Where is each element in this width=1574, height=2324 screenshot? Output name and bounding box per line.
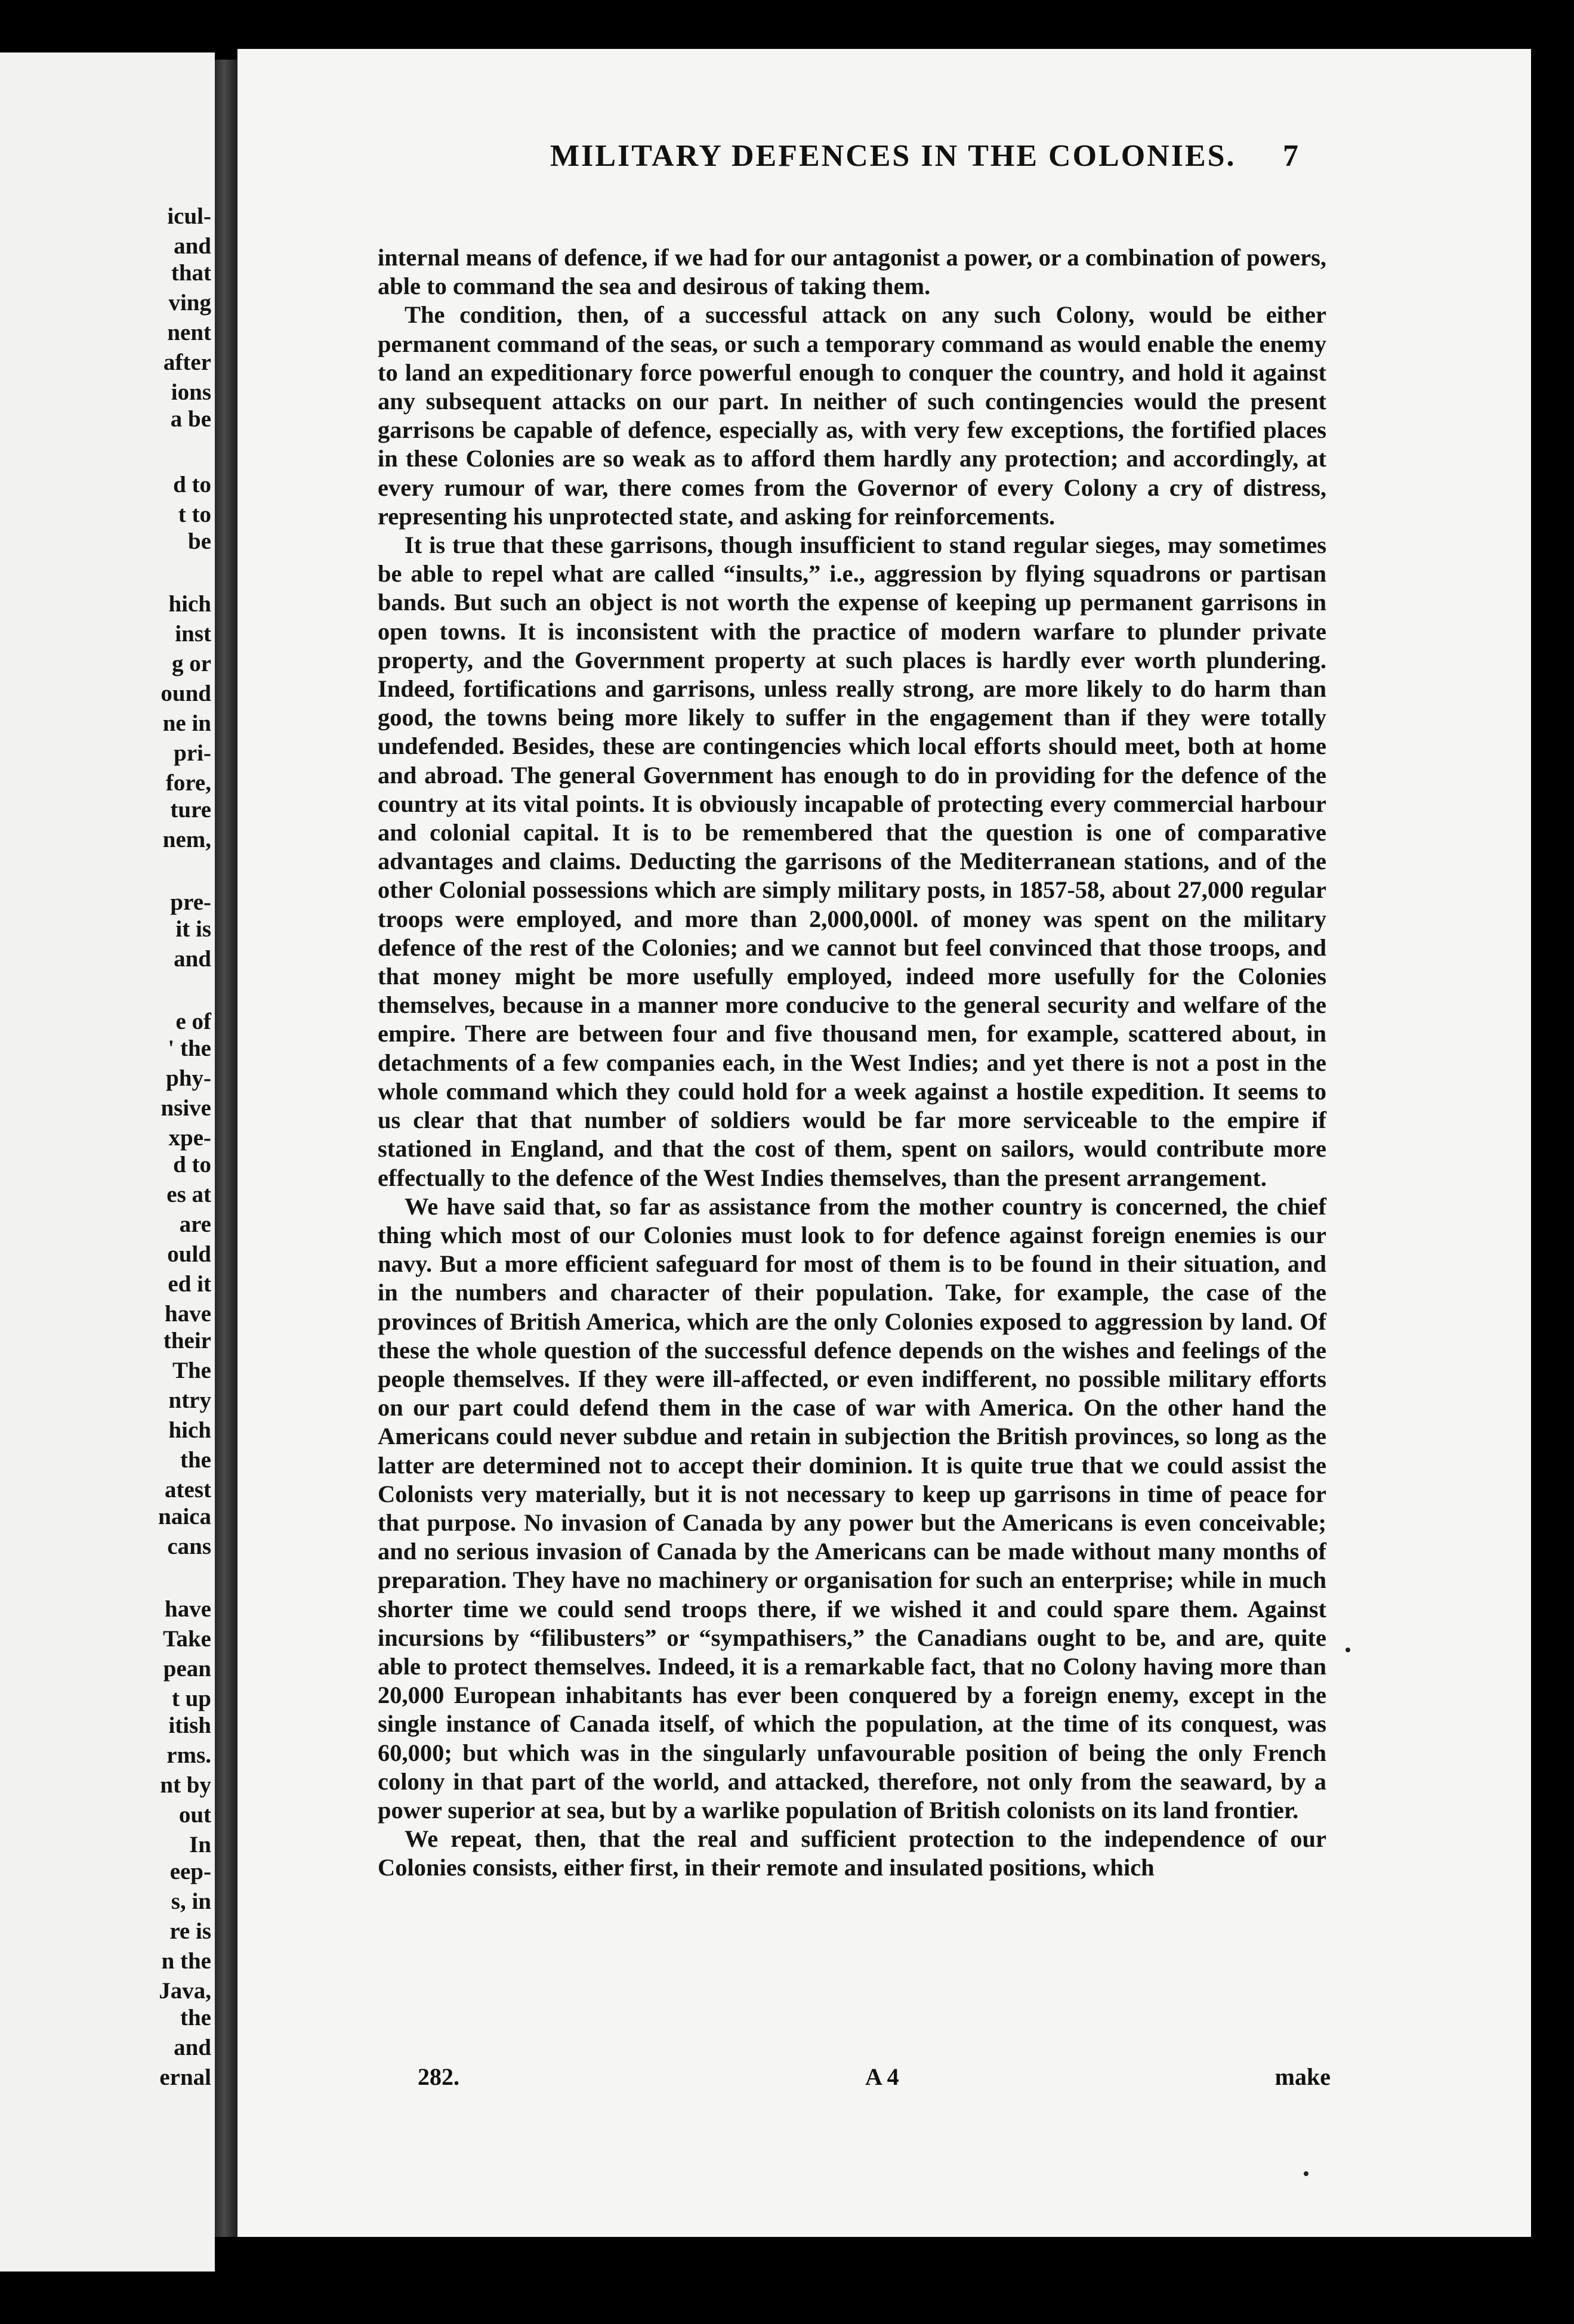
left-page-fragment-line: ould (167, 1241, 211, 1267)
left-page-fragment-line: and (174, 233, 211, 259)
left-page-fragment-line: e of (175, 1009, 211, 1034)
left-page-fragment-line: rms. (166, 1742, 211, 1768)
left-page-fragment-line: ions (171, 379, 211, 405)
left-page-fragment-line: and (174, 946, 211, 972)
left-page-fragment-line: nent (167, 320, 211, 345)
left-page-fragment-line: s, in (171, 1889, 211, 1914)
left-page-fragment-line: es at (166, 1182, 211, 1207)
left-page-fragment-line: eep- (169, 1859, 211, 1884)
left-page-fragment-line: re is (169, 1918, 211, 1944)
left-page-fragment-line: t to (178, 502, 211, 527)
left-page-fragment-line: naica (158, 1504, 211, 1529)
left-page-fragment-line: ' the (168, 1036, 211, 1061)
left-page-fragment-line: the (180, 1447, 211, 1473)
ink-speck (1345, 1648, 1350, 1652)
left-page-fragment-line: cans (167, 1534, 211, 1559)
issue-number: 282. (418, 2063, 459, 2090)
left-page-fragment-line: nsive (161, 1095, 211, 1121)
left-page-fragment-line: ernal (159, 2065, 211, 2090)
page-footer (418, 2063, 1331, 2099)
left-page-fragment-line: itish (168, 1713, 211, 1738)
left-page-fragment-line: Java, (159, 1978, 211, 2004)
left-page-fragment-line: out (178, 1802, 211, 1828)
left-page-fragment-line: have (165, 1301, 211, 1327)
left-page-fragment-line: pre- (170, 889, 211, 915)
ink-speck (1304, 2171, 1308, 2176)
left-page-fragment-line: n the (161, 1948, 211, 1974)
left-page-fragment-line: d to (173, 1152, 211, 1178)
left-page-fragment-line: inst (175, 621, 211, 647)
left-page-fragment-line: ne in (162, 710, 211, 736)
left-page-fragment-line: and (174, 2035, 211, 2060)
left-page-fragment-line: pean (163, 1656, 211, 1682)
left-page-fragment-line: xpe- (168, 1125, 211, 1151)
body-text (378, 243, 1326, 1883)
catchword: make (1274, 2063, 1331, 2090)
left-page-fragment-line: hich (168, 1417, 211, 1443)
left-page-fragment-line: the (180, 2005, 211, 2031)
left-page-fragment-line: nem, (162, 827, 211, 852)
left-page-fragment-line: ture (170, 797, 211, 823)
paragraph: The condition, then, of a successful attack on any such Colony, would be either permanent command of the seas, or such a temporary command as would enable the enemy to land an expeditionary force powerful enough to conquer the country, and hold it against any subsequent attacks on our part. In neither of such contingencies would the present garrisons be capable of defence, especially as, with very few exceptions, the fortified places in these Colonies are so weak as to afford them hardly any protection; and accordingly, at every rumour of war, there comes from the Governor of every Colony a cry of distress, representing his unprotected state, and asking for reinforcements. (378, 301, 1326, 530)
paragraph: We have said that, so far as assistance from the mother country is concerned, the chief thing which most of our Colonies must look to for defence against foreign enemies is our navy. But a more efficient safeguard for most of them is to be found in their situation, and in the numbers and character of their population. Take, for example, the case of the provinces of British America, which are the only Colonies exposed to aggression by land. Of these the whole question of the successful defence depends on the wishes and feelings of the people themselves. If they were ill-affected, or even indifferent, no possible military efforts on our part could defend them in the case of war with America. On the other hand the Americans could never subdue and retain in subjection the British provinces, so long as the latter are determined not to accept their dominion. It is quite true that we could assist the Colonists very materially, but it is not necessary to keep up garrisons in time of peace for that purpose. No invasion of Canada by any power but the Americans is even conceivable; and no serious invasion of Canada by the Americans can be made without many months of preparation. They have no machinery or organisation for such an enterprise; while in much shorter time we could send troops there, if we wished it and could spare them. Against incursions by “filibusters” or “sympathisers,” the Canadians ought to be, and are, quite able to protect themselves. Indeed, it is a remarkable fact, that no Colony having more than 20,000 European inhabitants has ever been conquered by a foreign enemy, except in the single instance of Canada itself, of which the population, at the time of its conquest, was 60,000; but which was in the singularly unfavourable position of being the only French colony in that part of the world, and attacked, therefore, not only from the seaward, by a power superior at sea, but by a warlike population of British colonists on its land frontier. (378, 1192, 1326, 1824)
left-page-fragment-line: be (188, 529, 211, 554)
running-title: MILITARY DEFENCES IN THE COLONIES. (550, 139, 1236, 173)
left-page-fragment-line: after (163, 350, 211, 375)
left-page-fragment-line: Take (163, 1626, 211, 1652)
left-page-fragment (0, 52, 215, 2272)
left-page-fragment-line: have (165, 1596, 211, 1622)
left-page-fragment-line: it is (175, 916, 211, 942)
left-page-fragment-line: icul- (167, 203, 211, 229)
left-page-fragment-line: phy- (166, 1065, 211, 1091)
left-page-fragment-line: atest (165, 1477, 211, 1503)
left-page-fragment-line: hich (168, 591, 211, 617)
left-page-fragment-line: that (171, 260, 211, 286)
left-page-fragment-line: are (179, 1212, 211, 1237)
paragraph: We repeat, then, that the real and sufficient protection to the independence of our Colonies consists, either first, in their remote and insulated positions, which (378, 1825, 1326, 1881)
left-page-fragment-line: ound (161, 681, 211, 706)
printer-signature: A 4 (865, 2063, 899, 2090)
left-page-fragment-line: their (163, 1328, 211, 1353)
left-page-fragment-line: g or (171, 651, 211, 676)
left-page-fragment-line: fore, (165, 770, 211, 796)
paragraph: It is true that these garrisons, though insufficient to stand regular sieges, may sometimes be able to repel what are called “insults,” i.e., aggression by flying squadrons or partisan bands. But such an object is not worth the expense of keeping up permanent garrisons in open towns. It is inconsistent with the practice of modern warfare to plunder private property, and the Government property at such places is hardly ever worth plundering. Indeed, fortifications and garrisons, unless really strong, are more likely to do harm than good, the towns being more likely to suffer in the engagement than if they were totally undefended. Besides, these are contingencies which local efforts should meet, both at home and abroad. The general Government has enough to do in providing for the defence of the country at its vital points. It is obviously incapable of protecting every commercial harbour and colonial capital. It is to be remembered that the question is one of comparative advantages and claims. Deducting the garrisons of the Mediterranean stations, and of the other Colonial possessions which are simply military posts, in 1857-58, about 27,000 regular troops were employed, and more than 2,000,000l. of money was spent on the military defence of the rest of the Colonies; and we cannot but feel convinced that those troops, and that money might be more usefully employed, indeed more usefully for the Colonies themselves, because in a manner more conducive to the general security and welfare of the empire. There are between four and five thousand men, for example, scattered about, in detachments of a few companies each, in the West Indies; and yet there is not a post in the whole command which they could hold for a week against a hostile expedition. It seems to us clear that that number of soldiers would be far more serviceable to the empire if stationed in England, and that the cost of them, spent on sailors, would contribute more effectually to the defence of the West Indies themselves, than the present arrangement. (378, 531, 1326, 1191)
left-page-fragment-line: ed it (168, 1271, 211, 1297)
left-page-fragment-line: a be (170, 406, 211, 432)
paragraph: internal means of defence, if we had for our antagonist a power, or a combination of powers, able to command the sea and desirous of taking them. (378, 244, 1326, 300)
left-page-fragment-line: ving (168, 290, 211, 316)
left-page-fragment-line: d to (173, 472, 211, 497)
left-page-fragment-line: ntry (168, 1387, 211, 1413)
left-page-fragment-line: nt by (160, 1772, 211, 1798)
page-number: 7 (1283, 139, 1300, 173)
left-page-fragment-line: pri- (174, 740, 211, 766)
book-gutter (215, 60, 239, 2237)
left-page-fragment-line: In (189, 1832, 211, 1858)
left-page-fragment-line: The (172, 1358, 211, 1383)
left-page-fragment-line: t up (171, 1686, 211, 1711)
